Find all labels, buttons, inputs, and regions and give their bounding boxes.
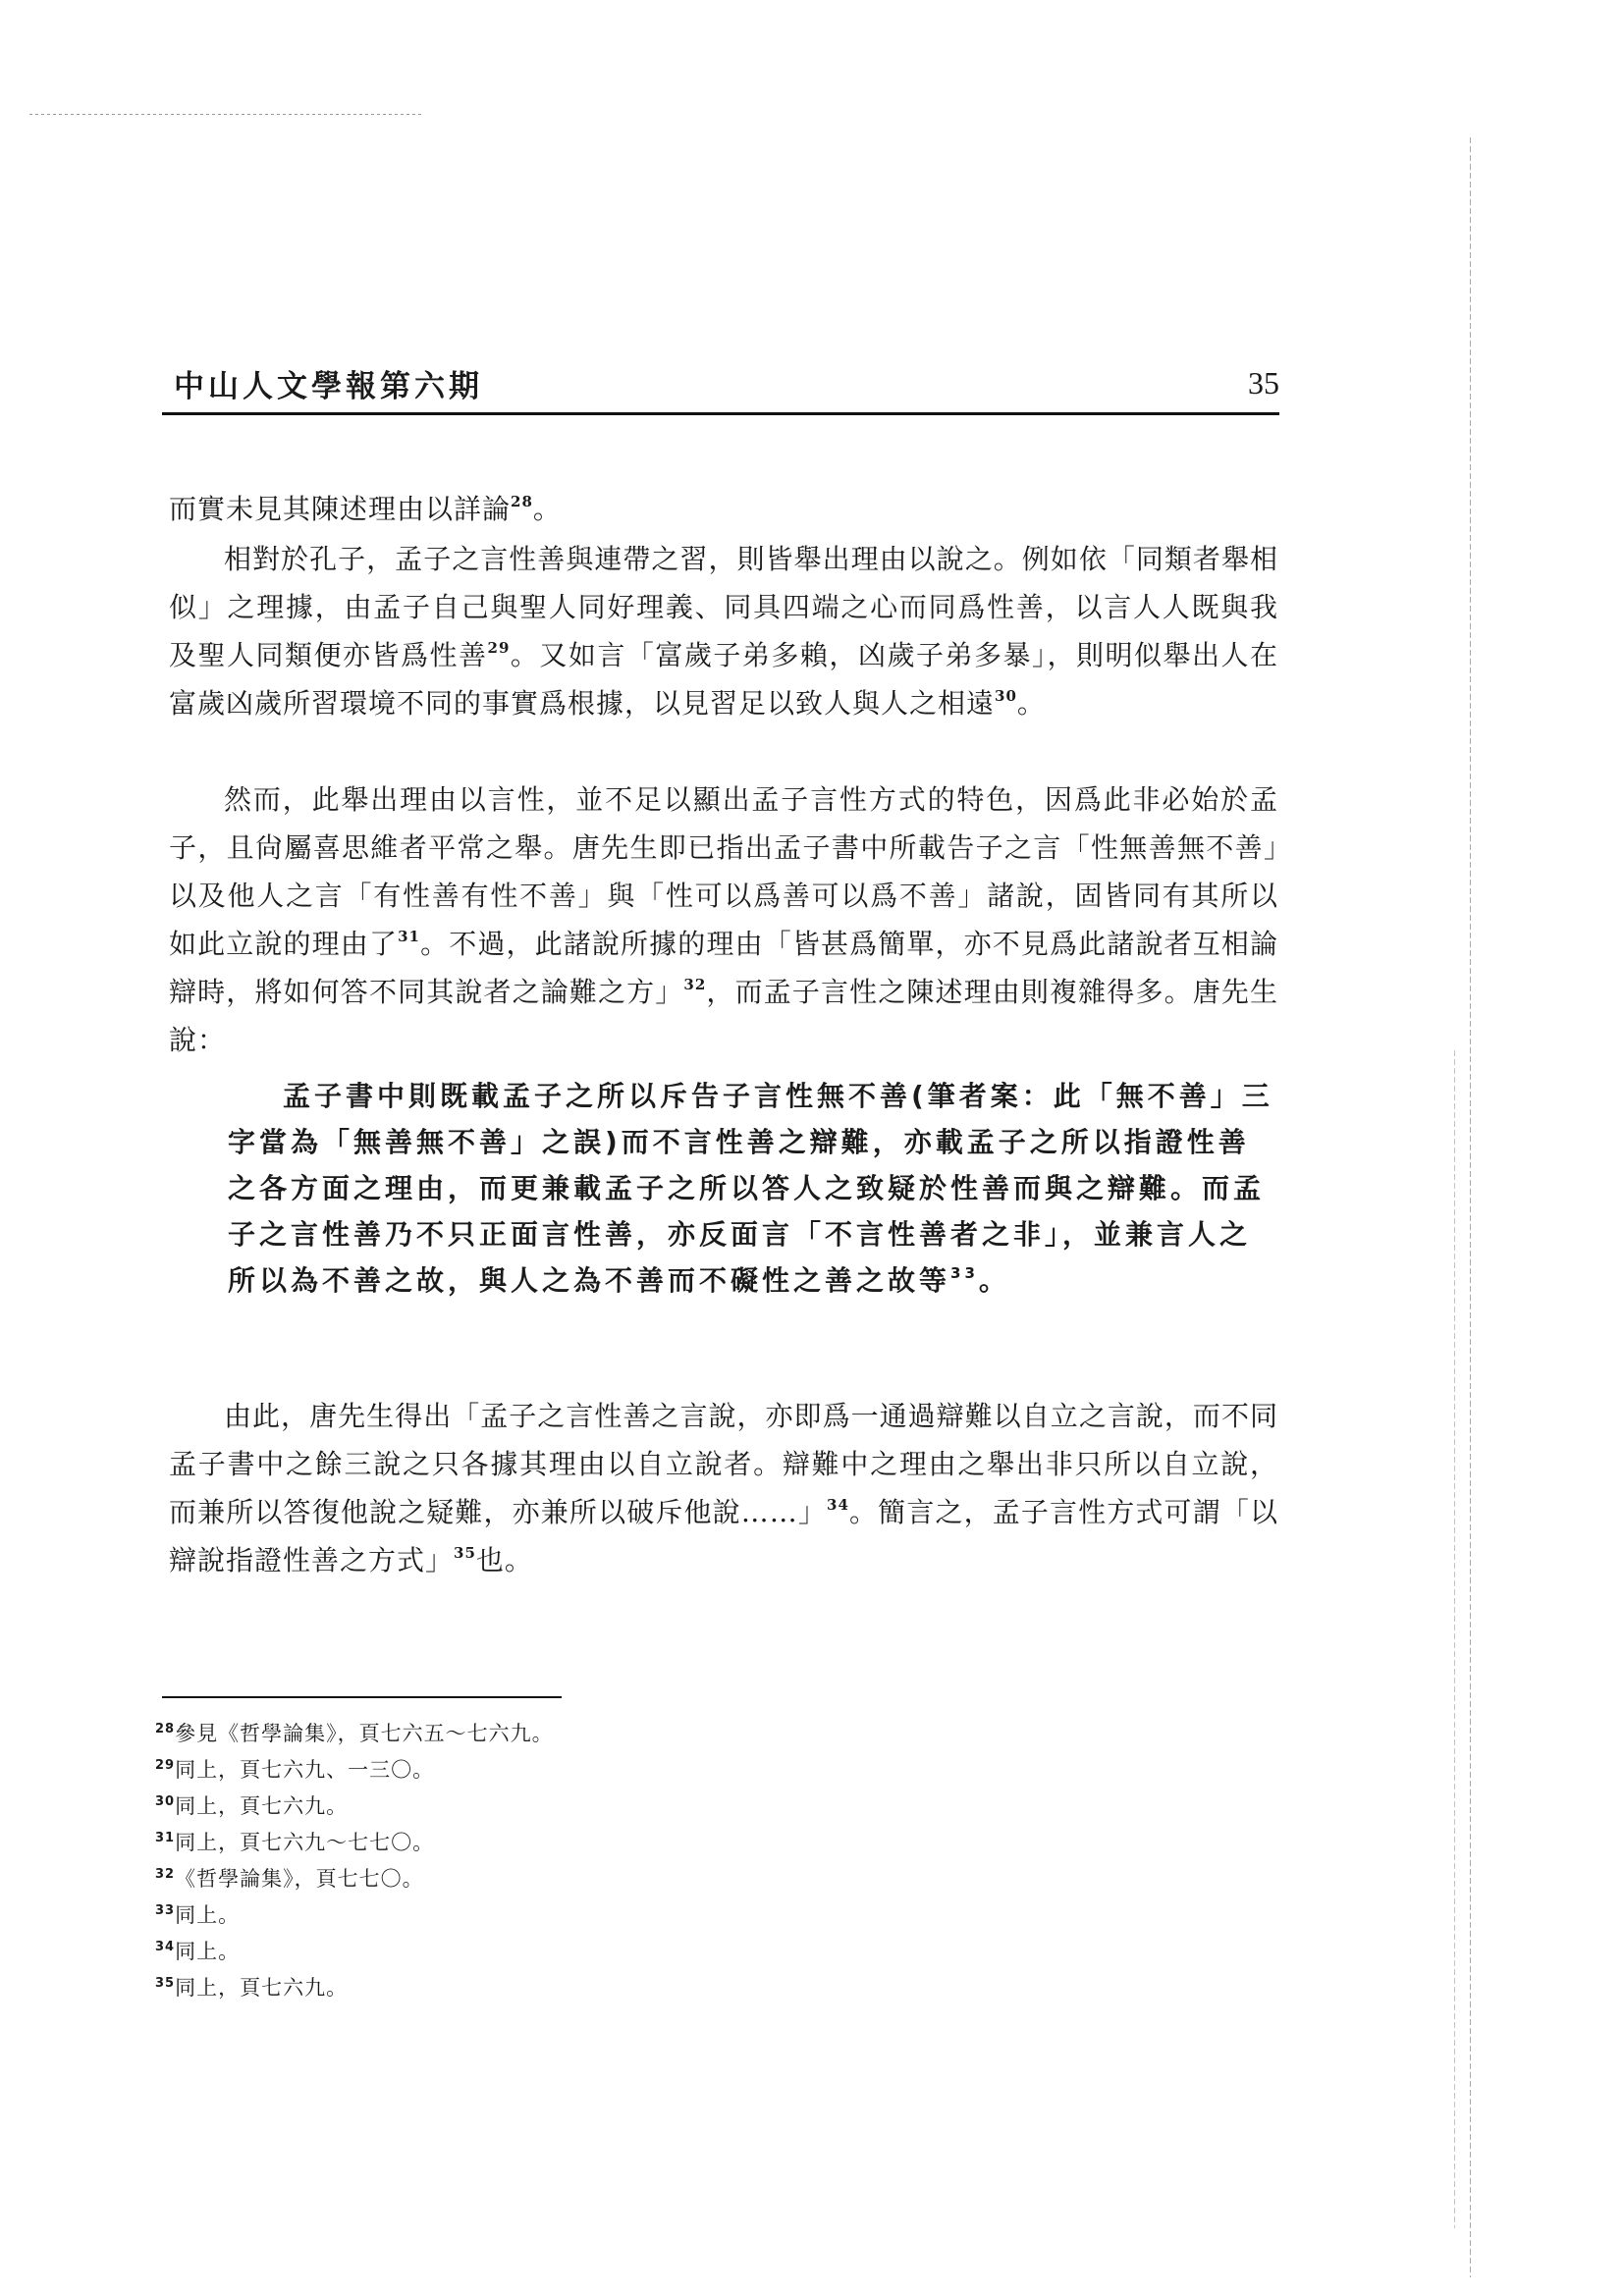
footnote-item: $^{29}$同上，頁七六九、一三〇。 bbox=[155, 1758, 435, 1782]
footnote-item: $^{35}$同上，頁七六九。 bbox=[155, 1976, 349, 2000]
paragraph-conclusion: 由此，唐先生得出「孟子之言性善之言說，亦即爲一通過辯難以自立之言說，而不同孟子書中之餘三說之只各據其理由以自立說者。辯難中之理由之舉出非只所以自立說，而兼所以答復他說之疑難，亦兼所以破斥他說……」$^{34}$。簡言之，孟子言性方式可謂「以辯說指證性善之方式」$^{35}$也。 bbox=[169, 1400, 1278, 1576]
footnote-ref-30[interactable]: 30 bbox=[995, 687, 1017, 705]
footnote-item: $^{28}$參見《哲學論集》，頁七六五～七六九。 bbox=[155, 1722, 554, 1745]
footnote-item: $^{32}$《哲學論集》，頁七七〇。 bbox=[155, 1867, 424, 1891]
footnote-list bbox=[155, 1716, 842, 2006]
block-quote: 孟子書中則既載孟子之所以斥告子言性無不善(筆者案：此「無不善」三字當為「無善無不善」之誤)而不言性善之辯難，亦載孟子之所以指證性善之各方面之理由，而更兼載孟子之所以答人之致疑於性善而與之辯難。而孟子之言性善乃不只正面言性善，亦反面言「不言性善者之非」，並兼言人之所以為不善之故，與人之為不善而不礙性之善之故等$^{33}$。 bbox=[228, 1080, 1273, 1297]
footnote-divider bbox=[162, 1696, 562, 1698]
footnote-item: $^{30}$同上，頁七六九。 bbox=[155, 1794, 349, 1818]
footnote-ref-34[interactable]: 34 bbox=[827, 1496, 849, 1514]
paragraph-however: 然而，此舉出理由以言性，並不足以顯出孟子言性方式的特色，因爲此非必始於孟子，且尙屬喜思維者平常之舉。唐先生即已指出孟子書中所載告子之言「性無善無不善」以及他人之言「有性善有性不善」與「性可以爲善可以爲不善」諸說，固皆同有其所以如此立說的理由了$^{31}$。不過，此諸說所據的理由「皆甚爲簡單，亦不見爲此諸說者互相論辯時，將如何答不同其說者之論難之方」$^{32}$，而孟子言性之陳述理由則複雜得多。唐先生說： bbox=[169, 783, 1278, 1056]
footnote-ref-28[interactable]: 28 bbox=[511, 493, 533, 510]
running-head bbox=[162, 361, 1279, 415]
scan-artifact-line bbox=[29, 114, 422, 115]
footnote-ref-32[interactable]: 32 bbox=[683, 976, 707, 993]
journal-title: 中山人文學報第六期 bbox=[174, 369, 483, 404]
footnote-item: $^{34}$同上。 bbox=[155, 1940, 241, 1963]
scan-edge-line-inner bbox=[1454, 1050, 1455, 2228]
footnote-item: $^{31}$同上，頁七六九～七七〇。 bbox=[155, 1831, 435, 1854]
footnote-ref-35[interactable]: 35 bbox=[454, 1544, 476, 1562]
footnote-ref-31[interactable]: 31 bbox=[398, 928, 420, 945]
footnote-ref-33[interactable]: 33 bbox=[950, 1264, 979, 1282]
footnote-item: $^{33}$同上。 bbox=[155, 1903, 241, 1927]
paragraph-mencius-reasons: 相對於孔子，孟子之言性善與連帶之習，則皆舉出理由以說之。例如依「同類者舉相似」之理據，由孟子自己與聖人同好理義、同具四端之心而同爲性善，以言人人既與我及聖人同類便亦皆爲性善$^{29}$。又如言「富歲子弟多賴，凶歲子弟多暴」，則明似舉出人在富歲凶歲所習環境不同的事實爲根據，以見習足以致人與人之相遠$^{30}$。 bbox=[169, 543, 1278, 720]
scan-edge-line bbox=[1470, 137, 1471, 2277]
paragraph-continued: 而實未見其陳述理由以詳論$^{28}$。 bbox=[169, 493, 562, 525]
footnote-ref-29[interactable]: 29 bbox=[487, 639, 511, 657]
page-number: 35 bbox=[1248, 365, 1279, 400]
